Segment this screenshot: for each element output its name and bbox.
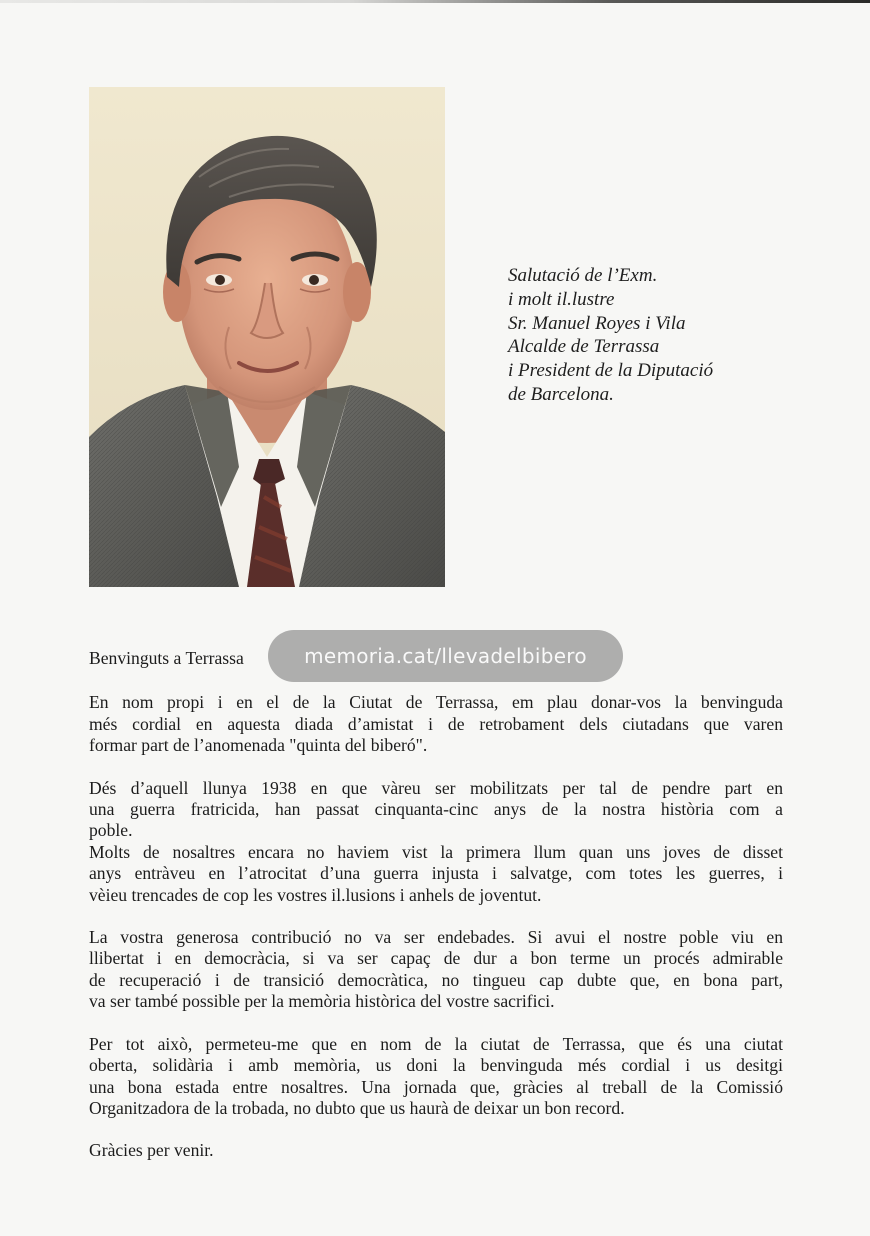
paragraph-line: La vostra generosa contribució no va ser endebades. Si avui el nostre poble viu en: [89, 927, 783, 948]
caption-line: de Barcelona.: [508, 383, 614, 405]
letter-paragraph: [89, 927, 783, 1013]
paragraph-line: una bona estada entre nosaltres. Una jornada que, gràcies al treball de la Comissió: [89, 1076, 783, 1097]
paragraph-line: Molts de nosaltres encara no haviem vist la primera llum quan uns joves de disset: [89, 841, 783, 862]
caption-line: Salutació de l’Exm.: [508, 265, 658, 286]
paragraph-line: vèieu trencades de cop les vostres il.lusions i anhels de joventut.: [89, 884, 542, 905]
watermark-url: memoria.cat/llevadelbibero: [268, 630, 623, 682]
paragraph-line: de recuperació i de transició democràtica, no tingueu cap dubte que, en bona part,: [89, 969, 783, 990]
paragraph-line: anys entràveu en l’atrocitat d’una guerra injusta i salvatge, com totes les guerres, i: [89, 863, 783, 884]
caption-line: Alcalde de Terrassa: [508, 336, 660, 358]
paragraph-line: poble.: [89, 820, 133, 841]
caption-line: Sr. Manuel Royes i Vila: [508, 312, 686, 334]
letter-paragraph: [89, 692, 783, 756]
paragraph-line: oberta, solidària i amb memòria, us doni la benvinguda més cordial i us desitgi: [89, 1055, 783, 1076]
paragraph-line: va ser també possible per la memòria històrica del vostre sacrifici.: [89, 991, 555, 1012]
paragraph-line: Per tot això, permeteu-me que en nom de la ciutat de Terrassa, que és una ciutat: [89, 1033, 783, 1054]
page-top-edge: [0, 0, 870, 3]
letter-greeting: Benvinguts a Terrassa: [89, 648, 244, 668]
caption-line: i President de la Diputació: [508, 360, 714, 382]
welcome-letter: [89, 648, 783, 1162]
paragraph-line: formar part de l’anomenada "quinta del biberó".: [89, 735, 428, 756]
portrait-photo: [89, 87, 445, 587]
photo-caption: [508, 264, 848, 407]
letter-closing: Gràcies per venir.: [89, 1140, 214, 1161]
caption-line: i molt il.lustre: [508, 288, 615, 310]
paragraph-line: Dés d’aquell llunya 1938 en que vàreu ser mobilitzats per tal de pendre part en: [89, 777, 783, 798]
letter-paragraph: [89, 778, 783, 906]
paragraph-line: una guerra fratricida, han passat cinquanta-cinc anys de la nostra història com a: [89, 799, 783, 820]
paragraph-line: més cordial en aquesta diada d’amistat i de retrobament dels ciutadans que varen: [89, 713, 783, 734]
paragraph-line: Organitzadora de la trobada, no dubto que us haurà de deixar un bon record.: [89, 1097, 625, 1118]
paragraph-line: En nom propi i en el de la Ciutat de Terrassa, em plau donar-vos la benvinguda: [89, 692, 783, 713]
letter-paragraph: [89, 1034, 783, 1120]
paragraph-line: llibertat i en democràcia, si va ser capaç de dur a bon terme un procés admirable: [89, 948, 783, 969]
